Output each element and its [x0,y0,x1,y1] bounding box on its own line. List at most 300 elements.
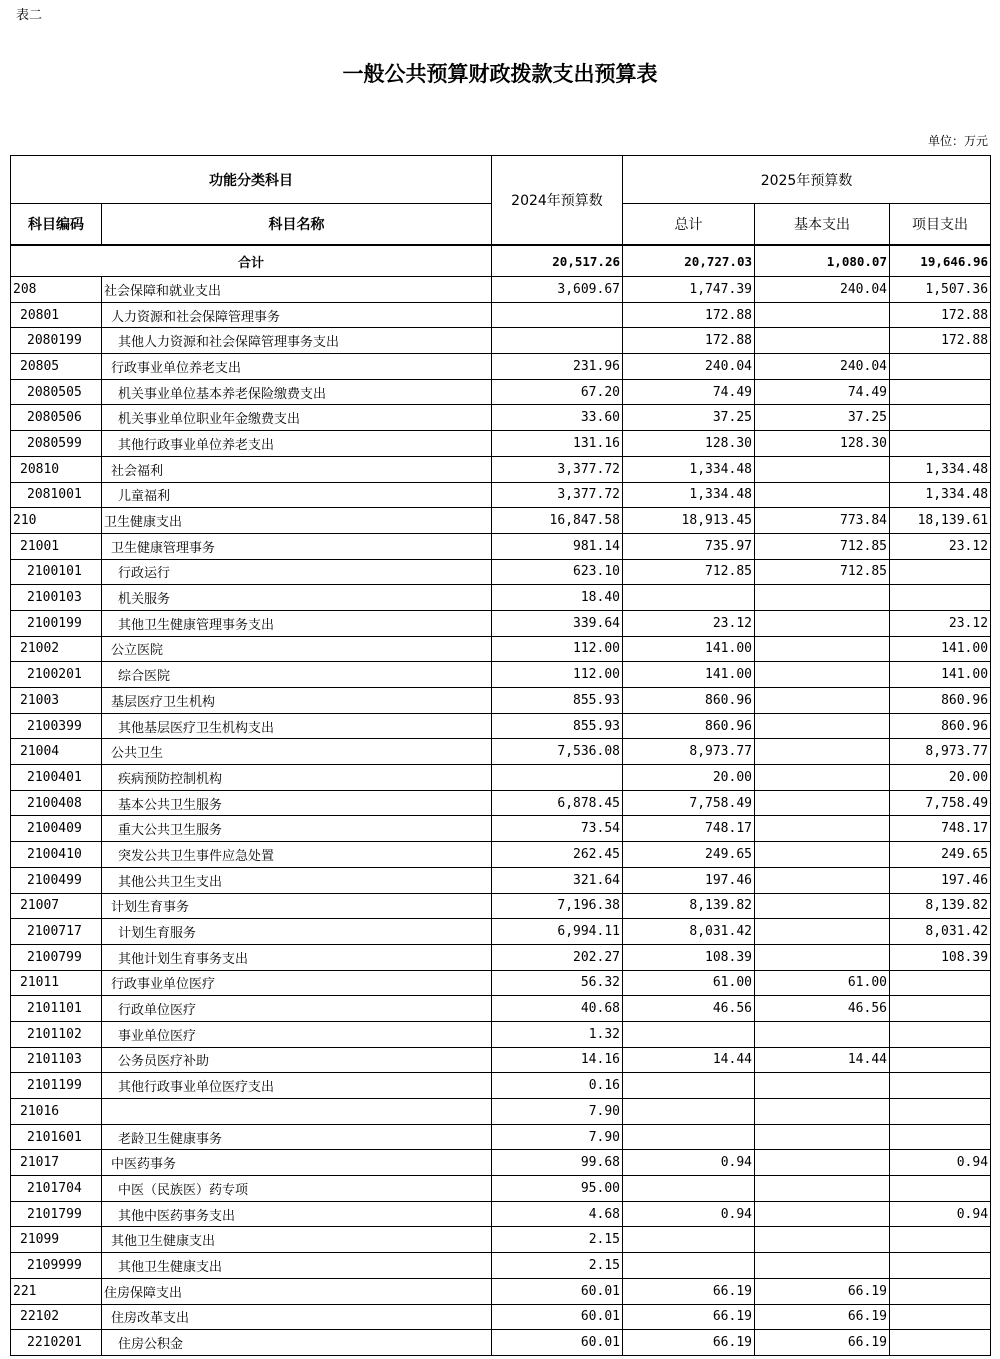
row-budget-2024: 3,377.72 [492,482,623,508]
table-row [11,1253,991,1279]
row-budget-2025-total: 8,031.42 [623,919,755,945]
row-budget-2024 [492,328,623,354]
table-row [11,379,991,405]
row-code: 2100199 [11,610,102,636]
row-code: 21002 [11,636,102,662]
row-name: 机关事业单位基本养老保险缴费支出 [102,379,492,405]
row-budget-2025-basic [755,867,890,893]
header-budget-2024: 2024年预算数 [492,156,623,246]
row-name: 其他计划生育事务支出 [102,944,492,970]
row-budget-2025-project [890,1176,991,1202]
row-budget-2025-total: 1,747.39 [623,277,755,303]
row-budget-2025-basic [755,1021,890,1047]
row-name [102,1099,492,1125]
total-2025-project: 19,646.96 [890,245,991,277]
row-name: 综合医院 [102,662,492,688]
row-budget-2025-project: 197.46 [890,867,991,893]
row-budget-2025-project: 1,507.36 [890,277,991,303]
table-row [11,662,991,688]
row-budget-2025-total: 66.19 [623,1330,755,1356]
table-row [11,1073,991,1099]
row-budget-2025-total: 37.25 [623,405,755,431]
row-budget-2024: 6,994.11 [492,919,623,945]
row-name: 重大公共卫生服务 [102,816,492,842]
row-budget-2025-total [623,1176,755,1202]
row-budget-2025-project [890,585,991,611]
row-budget-2025-project [890,1047,991,1073]
row-name: 其他中医药事务支出 [102,1201,492,1227]
row-code: 21011 [11,970,102,996]
row-budget-2025-project [890,996,991,1022]
row-budget-2025-basic: 74.49 [755,379,890,405]
row-budget-2025-basic: 61.00 [755,970,890,996]
row-budget-2025-basic [755,482,890,508]
row-budget-2025-total: 66.19 [623,1278,755,1304]
row-budget-2025-project: 141.00 [890,662,991,688]
row-name: 其他卫生健康支出 [102,1253,492,1279]
row-budget-2025-total: 18,913.45 [623,508,755,534]
row-budget-2025-project [890,431,991,457]
row-budget-2025-project [890,1304,991,1330]
row-budget-2025-project: 748.17 [890,816,991,842]
table-row [11,456,991,482]
row-budget-2024: 981.14 [492,533,623,559]
row-name: 住房保障支出 [102,1278,492,1304]
row-budget-2025-total: 14.44 [623,1047,755,1073]
table-row [11,970,991,996]
row-budget-2025-project: 108.39 [890,944,991,970]
row-budget-2024: 1.32 [492,1021,623,1047]
row-code: 2080599 [11,431,102,457]
table-row [11,944,991,970]
row-name: 儿童福利 [102,482,492,508]
table-row [11,996,991,1022]
row-budget-2025-project [890,1021,991,1047]
row-code: 21017 [11,1150,102,1176]
row-budget-2025-project [890,1278,991,1304]
row-name: 公共卫生 [102,739,492,765]
table-row [11,482,991,508]
row-code: 20805 [11,354,102,380]
row-budget-2024: 112.00 [492,636,623,662]
row-budget-2024: 7,536.08 [492,739,623,765]
budget-table [10,155,991,1356]
table-row [11,739,991,765]
row-name: 计划生育服务 [102,919,492,945]
row-code: 21007 [11,893,102,919]
total-label: 合计 [11,245,492,277]
row-budget-2025-basic [755,585,890,611]
row-name: 基本公共卫生服务 [102,790,492,816]
row-budget-2025-total: 735.97 [623,533,755,559]
row-budget-2024: 73.54 [492,816,623,842]
row-budget-2025-total: 860.96 [623,688,755,714]
row-budget-2024: 3,609.67 [492,277,623,303]
row-budget-2024: 7,196.38 [492,893,623,919]
row-budget-2024: 623.10 [492,559,623,585]
row-budget-2025-basic [755,1124,890,1150]
row-budget-2025-project: 141.00 [890,636,991,662]
row-budget-2024: 855.93 [492,713,623,739]
header-row-top [11,156,991,204]
row-budget-2025-total [623,1124,755,1150]
row-budget-2025-basic: 37.25 [755,405,890,431]
row-budget-2025-project [890,1330,991,1356]
row-budget-2025-total: 860.96 [623,713,755,739]
row-name: 行政运行 [102,559,492,585]
table-row [11,1124,991,1150]
table-row [11,636,991,662]
row-code: 2080505 [11,379,102,405]
row-name: 人力资源和社会保障管理事务 [102,302,492,328]
row-budget-2025-basic: 128.30 [755,431,890,457]
row-budget-2025-basic [755,1201,890,1227]
row-budget-2025-project [890,379,991,405]
row-budget-2025-basic [755,713,890,739]
row-code: 2101102 [11,1021,102,1047]
table-row [11,585,991,611]
row-budget-2025-total: 0.94 [623,1201,755,1227]
row-budget-2024 [492,302,623,328]
total-2024: 20,517.26 [492,245,623,277]
unit-label: 单位：万元 [927,134,988,148]
header-code: 科目编码 [11,204,102,246]
table-row [11,610,991,636]
table-row [11,354,991,380]
header-total: 总计 [623,204,755,246]
row-name: 行政事业单位医疗 [102,970,492,996]
row-name: 卫生健康管理事务 [102,533,492,559]
table-row [11,1278,991,1304]
row-budget-2025-total: 0.94 [623,1150,755,1176]
row-code: 2101799 [11,1201,102,1227]
row-code: 210 [11,508,102,534]
row-code: 2100399 [11,713,102,739]
row-budget-2024: 112.00 [492,662,623,688]
header-project: 项目支出 [890,204,991,246]
table-row [11,533,991,559]
table-row [11,559,991,585]
row-budget-2024: 60.01 [492,1278,623,1304]
row-name: 社会福利 [102,456,492,482]
row-budget-2024: 67.20 [492,379,623,405]
row-code: 20810 [11,456,102,482]
row-budget-2025-project: 0.94 [890,1201,991,1227]
row-code: 2100799 [11,944,102,970]
row-budget-2025-total: 74.49 [623,379,755,405]
row-name: 其他基层医疗卫生机构支出 [102,713,492,739]
row-budget-2025-total [623,1227,755,1253]
row-budget-2024: 33.60 [492,405,623,431]
row-budget-2024: 14.16 [492,1047,623,1073]
row-budget-2025-project: 18,139.61 [890,508,991,534]
row-budget-2024: 6,878.45 [492,790,623,816]
row-budget-2025-basic [755,1253,890,1279]
row-code: 21003 [11,688,102,714]
total-2025-basic: 1,080.07 [755,245,890,277]
row-name: 公务员医疗补助 [102,1047,492,1073]
row-budget-2025-total: 712.85 [623,559,755,585]
row-budget-2025-project: 172.88 [890,328,991,354]
row-budget-2025-basic [755,1073,890,1099]
row-budget-2025-total [623,585,755,611]
table-row [11,1330,991,1356]
row-name: 住房公积金 [102,1330,492,1356]
row-name: 其他行政事业单位医疗支出 [102,1073,492,1099]
row-name: 社会保障和就业支出 [102,277,492,303]
table-row [11,765,991,791]
row-budget-2024: 40.68 [492,996,623,1022]
row-budget-2025-total: 1,334.48 [623,456,755,482]
row-budget-2024: 7.90 [492,1099,623,1125]
row-budget-2025-project: 7,758.49 [890,790,991,816]
row-budget-2025-basic [755,456,890,482]
row-budget-2024 [492,765,623,791]
row-budget-2025-total: 46.56 [623,996,755,1022]
row-budget-2025-project [890,970,991,996]
row-code: 21004 [11,739,102,765]
row-name: 其他人力资源和社会保障管理事务支出 [102,328,492,354]
table-row [11,431,991,457]
row-budget-2025-project [890,559,991,585]
row-budget-2025-basic [755,302,890,328]
row-budget-2025-project: 8,139.82 [890,893,991,919]
row-code: 208 [11,277,102,303]
row-name: 中医药事务 [102,1150,492,1176]
row-budget-2025-total: 8,973.77 [623,739,755,765]
row-budget-2025-project [890,1253,991,1279]
row-budget-2024: 95.00 [492,1176,623,1202]
row-code: 2100201 [11,662,102,688]
row-budget-2025-basic: 773.84 [755,508,890,534]
row-budget-2025-total: 172.88 [623,328,755,354]
row-budget-2025-project: 23.12 [890,610,991,636]
row-name: 事业单位医疗 [102,1021,492,1047]
row-budget-2025-basic: 66.19 [755,1278,890,1304]
row-code: 2080506 [11,405,102,431]
row-budget-2024: 0.16 [492,1073,623,1099]
row-budget-2024: 2.15 [492,1253,623,1279]
table-row [11,1227,991,1253]
table-row [11,1150,991,1176]
table-row [11,508,991,534]
row-budget-2025-project: 1,334.48 [890,456,991,482]
row-budget-2025-total: 7,758.49 [623,790,755,816]
row-budget-2024: 56.32 [492,970,623,996]
row-code: 2100103 [11,585,102,611]
row-budget-2025-project [890,1073,991,1099]
row-budget-2025-total: 249.65 [623,842,755,868]
row-name: 老龄卫生健康事务 [102,1124,492,1150]
row-code: 221 [11,1278,102,1304]
table-row [11,919,991,945]
row-budget-2025-basic: 66.19 [755,1304,890,1330]
row-code: 2100101 [11,559,102,585]
table-row [11,302,991,328]
row-budget-2025-total: 141.00 [623,636,755,662]
row-budget-2025-total: 61.00 [623,970,755,996]
row-budget-2024: 99.68 [492,1150,623,1176]
header-name: 科目名称 [102,204,492,246]
row-budget-2025-basic [755,1176,890,1202]
row-budget-2025-project [890,1124,991,1150]
row-name: 机关服务 [102,585,492,611]
row-budget-2024: 60.01 [492,1330,623,1356]
row-budget-2025-basic: 66.19 [755,1330,890,1356]
row-budget-2025-total [623,1099,755,1125]
table-row [11,1021,991,1047]
table-label: 表二 [16,8,43,23]
header-functional-category: 功能分类科目 [11,156,492,204]
row-budget-2025-total: 20.00 [623,765,755,791]
table-row [11,713,991,739]
row-budget-2025-basic [755,662,890,688]
table-row [11,1047,991,1073]
row-code: 2101199 [11,1073,102,1099]
row-budget-2025-total: 748.17 [623,816,755,842]
header-basic: 基本支出 [755,204,890,246]
total-2025-total: 20,727.03 [623,245,755,277]
row-budget-2025-basic [755,816,890,842]
row-budget-2024: 2.15 [492,1227,623,1253]
row-budget-2025-project: 1,334.48 [890,482,991,508]
row-budget-2025-basic [755,1099,890,1125]
table-row [11,893,991,919]
table-row [11,688,991,714]
row-name: 其他公共卫生支出 [102,867,492,893]
table-row [11,1176,991,1202]
row-budget-2025-project: 23.12 [890,533,991,559]
row-code: 21016 [11,1099,102,1125]
row-budget-2025-total [623,1073,755,1099]
row-budget-2025-basic [755,636,890,662]
row-budget-2025-project: 8,973.77 [890,739,991,765]
row-budget-2025-project: 860.96 [890,688,991,714]
row-name: 住房改革支出 [102,1304,492,1330]
row-name: 其他行政事业单位养老支出 [102,431,492,457]
row-budget-2024: 321.64 [492,867,623,893]
row-budget-2025-project: 172.88 [890,302,991,328]
row-name: 计划生育事务 [102,893,492,919]
row-budget-2024: 131.16 [492,431,623,457]
row-budget-2025-total: 141.00 [623,662,755,688]
row-budget-2025-total: 1,334.48 [623,482,755,508]
row-budget-2025-total: 197.46 [623,867,755,893]
row-budget-2025-basic [755,944,890,970]
row-budget-2024: 202.27 [492,944,623,970]
row-code: 2101601 [11,1124,102,1150]
row-budget-2025-basic: 14.44 [755,1047,890,1073]
row-budget-2025-basic: 46.56 [755,996,890,1022]
row-budget-2025-project: 860.96 [890,713,991,739]
row-code: 2100717 [11,919,102,945]
row-budget-2025-total [623,1253,755,1279]
row-budget-2025-project: 8,031.42 [890,919,991,945]
row-name: 卫生健康支出 [102,508,492,534]
row-budget-2025-project [890,354,991,380]
row-budget-2024: 7.90 [492,1124,623,1150]
row-code: 2100401 [11,765,102,791]
row-code: 2101101 [11,996,102,1022]
row-budget-2025-project [890,405,991,431]
table-row [11,1099,991,1125]
row-budget-2024: 3,377.72 [492,456,623,482]
page-title: 一般公共预算财政拨款支出预算表 [342,61,658,86]
row-budget-2025-project: 249.65 [890,842,991,868]
table-row [11,1304,991,1330]
row-budget-2025-project: 0.94 [890,1150,991,1176]
row-budget-2025-basic [755,328,890,354]
row-code: 21001 [11,533,102,559]
row-budget-2025-basic: 712.85 [755,533,890,559]
table-row [11,277,991,303]
row-budget-2025-basic [755,842,890,868]
row-name: 疾病预防控制机构 [102,765,492,791]
row-code: 22102 [11,1304,102,1330]
row-code: 2081001 [11,482,102,508]
row-name: 中医（民族医）药专项 [102,1176,492,1202]
row-budget-2025-total: 108.39 [623,944,755,970]
row-budget-2025-project [890,1099,991,1125]
row-budget-2025-basic [755,1150,890,1176]
row-budget-2025-basic [755,893,890,919]
row-code: 2100499 [11,867,102,893]
row-budget-2025-total [623,1021,755,1047]
row-code: 2210201 [11,1330,102,1356]
row-budget-2025-basic [755,790,890,816]
row-budget-2025-basic: 240.04 [755,354,890,380]
row-name: 机关事业单位职业年金缴费支出 [102,405,492,431]
header-budget-2025: 2025年预算数 [623,156,991,204]
row-code: 2100410 [11,842,102,868]
row-name: 基层医疗卫生机构 [102,688,492,714]
row-budget-2024: 16,847.58 [492,508,623,534]
row-budget-2025-total: 172.88 [623,302,755,328]
table-row [11,1201,991,1227]
row-budget-2024: 231.96 [492,354,623,380]
row-name: 公立医院 [102,636,492,662]
row-budget-2025-basic: 240.04 [755,277,890,303]
row-budget-2025-basic [755,688,890,714]
row-budget-2025-total: 66.19 [623,1304,755,1330]
row-name: 其他卫生健康支出 [102,1227,492,1253]
row-budget-2025-total: 128.30 [623,431,755,457]
row-code: 2100408 [11,790,102,816]
row-budget-2024: 4.68 [492,1201,623,1227]
table-row [11,842,991,868]
row-name: 行政事业单位养老支出 [102,354,492,380]
row-budget-2025-basic [755,765,890,791]
row-code: 2109999 [11,1253,102,1279]
row-budget-2024: 855.93 [492,688,623,714]
row-budget-2025-basic [755,919,890,945]
row-name: 其他卫生健康管理事务支出 [102,610,492,636]
row-name: 突发公共卫生事件应急处置 [102,842,492,868]
row-budget-2025-total: 23.12 [623,610,755,636]
row-name: 行政单位医疗 [102,996,492,1022]
row-budget-2025-basic: 712.85 [755,559,890,585]
table-row [11,790,991,816]
table-row [11,405,991,431]
row-budget-2024: 339.64 [492,610,623,636]
row-budget-2025-project: 20.00 [890,765,991,791]
row-code: 21099 [11,1227,102,1253]
row-budget-2025-total: 8,139.82 [623,893,755,919]
row-code: 2100409 [11,816,102,842]
table-row [11,816,991,842]
row-budget-2025-total: 240.04 [623,354,755,380]
row-code: 2080199 [11,328,102,354]
